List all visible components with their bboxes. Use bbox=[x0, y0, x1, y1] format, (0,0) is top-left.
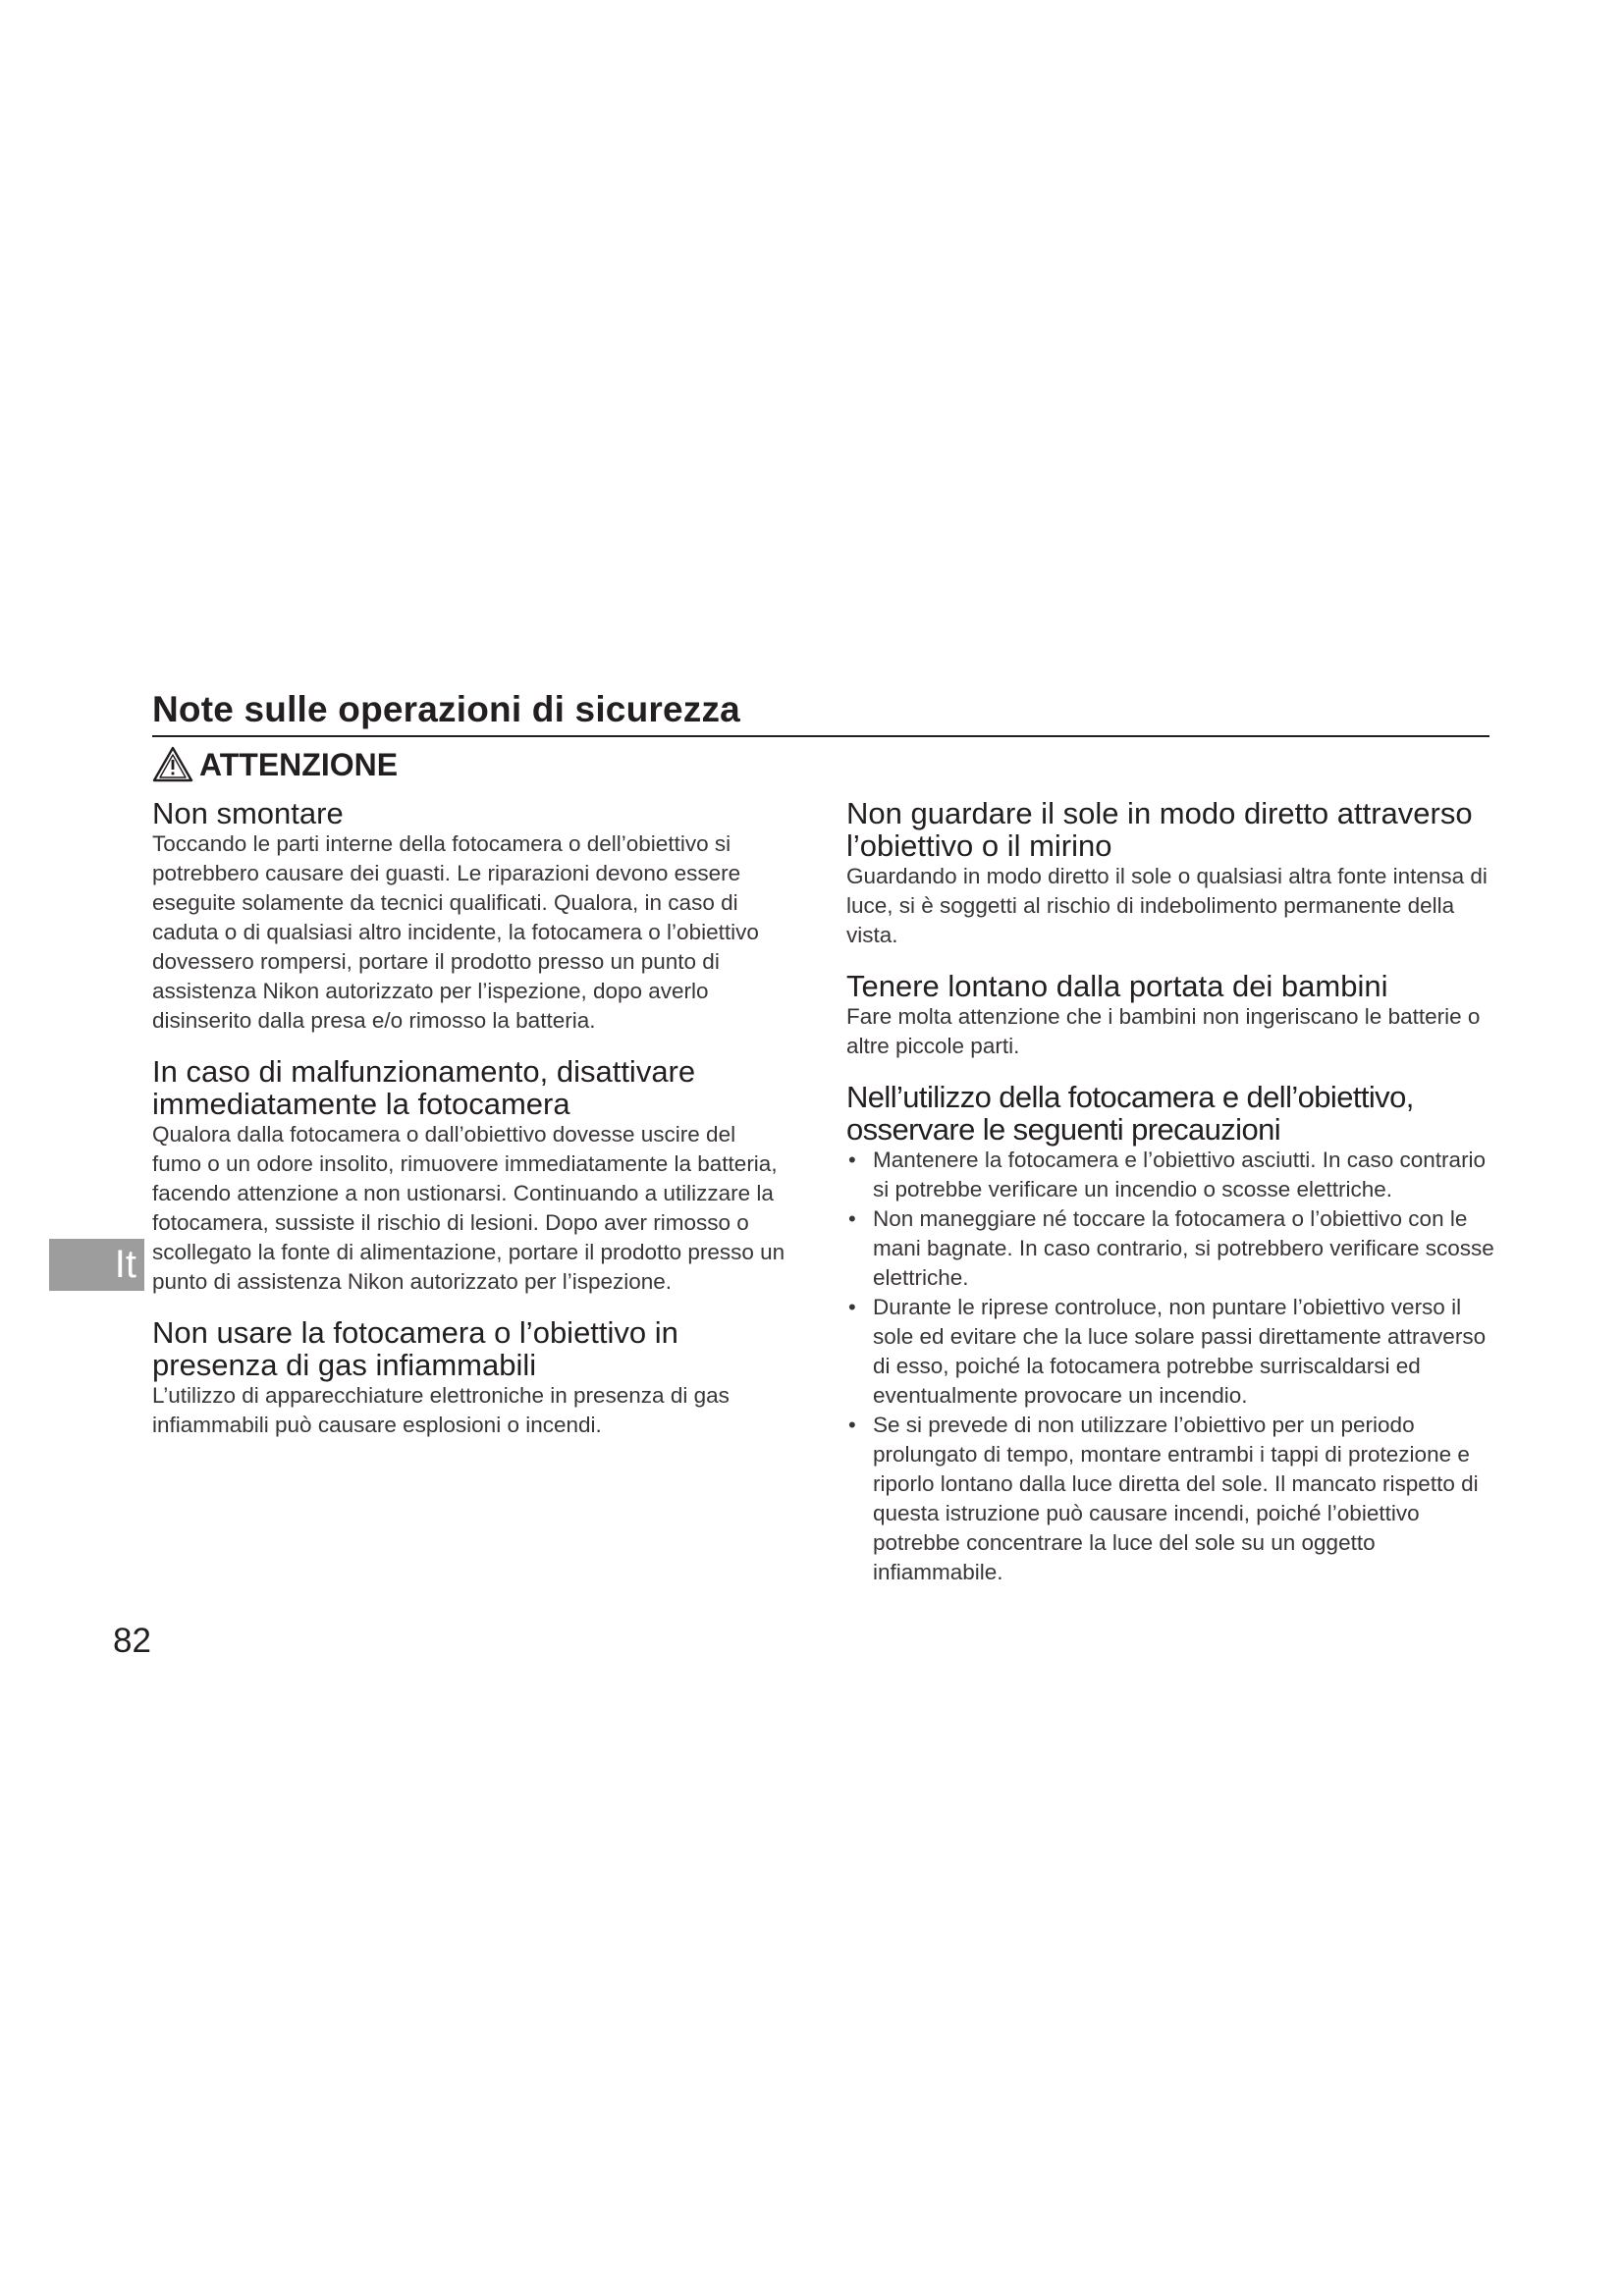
section-heading: Non guardare il sole in modo diretto attraverso l’obiettivo o il mirino bbox=[846, 796, 1473, 863]
bullet-icon: • bbox=[848, 1148, 856, 1172]
list-item bbox=[846, 1146, 1494, 1204]
section-heading: Tenere lontano dalla portata dei bambini bbox=[846, 969, 1388, 1003]
section-bambini bbox=[846, 970, 1494, 1061]
title-divider bbox=[152, 735, 1489, 737]
warning-label: ATTENZIONE bbox=[199, 746, 399, 782]
section-heading: Non usare la fotocamera o l’obiettivo in presenza di gas infiammabili bbox=[152, 1315, 678, 1382]
section-malfunzionamento bbox=[152, 1055, 790, 1297]
list-item-text: Durante le riprese controluce, non puntare l’obiettivo verso il sole ed evitare che la luce solare passi direttamente attraverso di esso, poiché la fotocamera potrebbe surriscaldarsi ed eventualmente provocare un incendio. bbox=[873, 1295, 1487, 1408]
right-column bbox=[846, 797, 1494, 1587]
section-text: Guardando in modo diretto il sole o qualsiasi altra fonte intensa di luce, si è soggetti al rischio di indebolimento permanente della vista. bbox=[846, 864, 1488, 947]
section-text: Toccando le parti interne della fotocamera o dell’obiettivo si potrebbero causare dei guasti. Le riparazioni devono essere eseguite solamente da tecnici qualificati. Qualora, in caso di caduta o di qualsiasi altro incidente, la fotocamera o l’obiettivo dovessero rompersi, portare il prodotto presso un punto di assistenza Nikon autorizzato per l’ispezione, dopo averlo disinserito dalla presa e/o rimosso la batteria. bbox=[152, 831, 759, 1033]
warning-triangle-icon bbox=[152, 746, 193, 783]
bullet-icon: • bbox=[848, 1206, 856, 1231]
left-column bbox=[152, 797, 790, 1460]
section-gas-infiammabili bbox=[152, 1316, 790, 1440]
page-title: Note sulle operazioni di sicurezza bbox=[152, 689, 740, 729]
list-item-text: Se si prevede di non utilizzare l’obiettivo per un periodo prolungato di tempo, montare entrambi i tappi di protezione e riporlo lontano dalla luce diretta del sole. Il mancato rispetto di questa istruzione può causare incendi, poiché l’obiettivo potrebbe concentrare la luce del sole su un oggetto infiammabile. bbox=[873, 1413, 1479, 1584]
section-text: L’utilizzo di apparecchiature elettroniche in presenza di gas infiammabili può causare esplosioni o incendi. bbox=[152, 1383, 730, 1437]
list-item bbox=[846, 1204, 1494, 1293]
section-precauzioni bbox=[846, 1081, 1494, 1587]
page-number: 82 bbox=[113, 1622, 151, 1660]
warning-header bbox=[152, 746, 398, 783]
section-heading: Non smontare bbox=[152, 796, 344, 830]
section-heading: Nell’utilizzo della fotocamera e dell’obiettivo, osservare le seguenti precauzioni bbox=[846, 1080, 1414, 1147]
language-tab: It bbox=[49, 1239, 144, 1291]
section-sole bbox=[846, 797, 1494, 950]
section-non-smontare bbox=[152, 797, 790, 1036]
list-item-text: Mantenere la fotocamera e l’obiettivo asciutti. In caso contrario si potrebbe verificare un incendio o scosse elettriche. bbox=[873, 1148, 1487, 1201]
section-heading: In caso di malfunzionamento, disattivare immediatamente la fotocamera bbox=[152, 1054, 696, 1121]
list-item-text: Non maneggiare né toccare la fotocamera o l’obiettivo con le mani bagnate. In caso contrario, si potrebbero verificare scosse elettriche. bbox=[873, 1206, 1494, 1290]
precautions-list bbox=[846, 1146, 1494, 1587]
list-item bbox=[846, 1411, 1494, 1587]
bullet-icon: • bbox=[848, 1413, 856, 1437]
section-text: Qualora dalla fotocamera o dall’obiettivo dovesse uscire del fumo o un odore insolito, rimuovere immediatamente la batteria, facendo attenzione a non ustionarsi. Continuando a utilizzare la fotocamera, sussiste il rischio di lesioni. Dopo aver rimosso o scollegato la fonte di alimentazione, portare il prodotto presso un punto di assistenza Nikon autorizzato per l’ispezione. bbox=[152, 1122, 785, 1294]
bullet-icon: • bbox=[848, 1295, 856, 1319]
list-item bbox=[846, 1293, 1494, 1411]
section-text: Fare molta attenzione che i bambini non ingeriscano le batterie o altre piccole parti. bbox=[846, 1004, 1481, 1058]
